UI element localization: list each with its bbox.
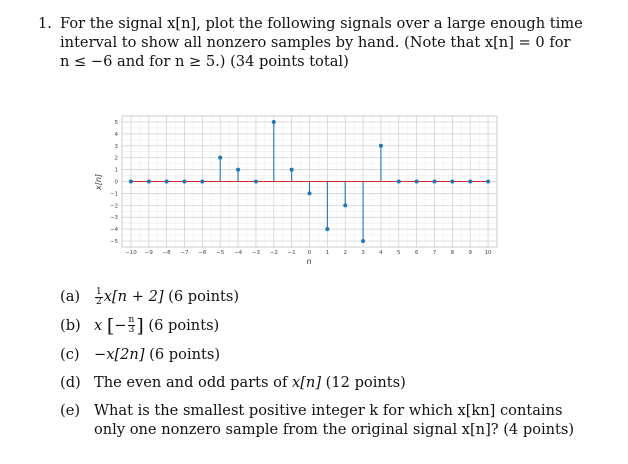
y-tick-label: 3: [114, 143, 118, 150]
x-tick-label: 5: [397, 250, 401, 256]
part-c-points: (6 points): [144, 345, 221, 363]
x-tick-label: −4: [234, 250, 243, 256]
part-c-math: −x[2n]: [94, 345, 145, 363]
y-tick-label: −1: [109, 191, 118, 198]
x-tick-label: 7: [432, 250, 437, 256]
x-tick-label: −10: [125, 250, 137, 256]
y-axis-label: x[n]: [94, 173, 103, 191]
part-a-frac-den: 2: [96, 296, 102, 307]
part-a: [60, 287, 580, 307]
part-b-math: x: [94, 316, 103, 334]
problem-line-3: n ≤ −6 and for n ≥ 5.) (34 points total): [60, 53, 349, 70]
stem-marker: [236, 168, 240, 172]
stem-marker: [183, 180, 187, 184]
x-tick-label: −2: [269, 250, 278, 256]
part-a-frac-num: 1: [96, 286, 102, 297]
y-tick-label: 2: [114, 155, 118, 162]
x-tick-label: −7: [180, 250, 189, 256]
part-b: (b) x [− $\frac{n}{3}$ ] (6 points): [60, 314, 220, 337]
stem-marker: [415, 180, 419, 184]
part-b-frac-num: n: [128, 315, 135, 325]
problem-line-1: For the signal x[n], plot the following signals over a large enough time: [60, 15, 583, 32]
part-e: [60, 401, 580, 439]
part-a-points: (6 points): [163, 288, 240, 305]
x-tick-label: 4: [379, 250, 383, 256]
stem-marker: [218, 156, 222, 160]
part-b-close-bracket: ]: [136, 314, 144, 337]
part-d-label: (d): [60, 373, 81, 391]
x-axis-label: n: [306, 257, 312, 266]
stem-marker: [200, 180, 204, 184]
part-d-text: The even and odd parts of: [94, 373, 288, 391]
x-tick-label: −8: [162, 250, 171, 256]
x-tick-label: −6: [198, 250, 207, 256]
stem-marker: [343, 203, 347, 207]
x-tick-label: −1: [287, 250, 296, 256]
stem-marker: [433, 180, 437, 184]
part-b-fraction: [128, 316, 136, 335]
x-tick-label: 9: [468, 250, 472, 256]
x-tick-label: 2: [343, 250, 347, 256]
part-e-line-1: What is the smallest positive integer k for which x[kn] contains: [94, 401, 563, 419]
stem-marker: [397, 180, 401, 184]
part-b-label: (b): [60, 316, 81, 334]
x-tick-label: −5: [216, 250, 225, 256]
stem-marker: [129, 180, 133, 184]
x-tick-label: −9: [144, 250, 153, 256]
problem-line-2: interval to show all nonzero samples by hand. (Note that x[n] = 0 for: [60, 34, 571, 51]
y-tick-label: −5: [109, 239, 118, 246]
part-b-frac-den: 3: [128, 325, 135, 335]
part-a-label: (a): [60, 288, 81, 305]
stem-marker: [450, 180, 454, 184]
part-b-open-bracket: [: [106, 314, 115, 337]
stem-marker: [468, 180, 472, 184]
x-tick-label: 6: [414, 250, 419, 256]
part-e-line-2: only one nonzero sample from the original signal x[n]? (4 points): [94, 420, 575, 438]
y-tick-label: 5: [114, 119, 118, 126]
stem-marker: [272, 120, 276, 124]
stem-marker: [165, 180, 169, 184]
part-e-label: (e): [60, 401, 81, 419]
stem-marker: [486, 180, 490, 184]
y-tick-label: 4: [114, 131, 118, 138]
stem-marker: [379, 144, 383, 148]
x-tick-label: 0: [307, 250, 312, 256]
part-c: [60, 345, 580, 364]
part-d: [60, 373, 580, 392]
x-tick-label: 1: [325, 250, 330, 256]
x-tick-label: 3: [361, 250, 365, 256]
x-tick-label: 10: [484, 250, 492, 256]
sub-questions: [60, 287, 580, 448]
part-d-math: x[n]: [292, 373, 322, 391]
y-tick-label: −3: [109, 215, 118, 222]
part-a-fraction: [95, 288, 103, 307]
stem-marker: [147, 180, 151, 184]
y-tick-label: −4: [109, 227, 118, 234]
y-tick-label: −2: [109, 203, 118, 210]
y-tick-label: 1: [114, 167, 118, 174]
stem-marker: [290, 168, 294, 172]
problem-number: 1.: [38, 15, 52, 32]
x-tick-label: 8: [450, 250, 455, 256]
stem-marker: [325, 227, 329, 231]
y-tick-label: 0: [114, 179, 118, 186]
part-b-points: (6 points): [143, 316, 220, 334]
x-tick-label: −3: [251, 250, 260, 256]
stem-marker: [361, 239, 365, 243]
part-a-math: x[n + 2]: [103, 288, 164, 305]
part-d-points: (12 points): [321, 373, 406, 391]
stem-marker: [308, 191, 312, 195]
part-c-label: (c): [60, 345, 80, 363]
stem-marker: [254, 180, 258, 184]
